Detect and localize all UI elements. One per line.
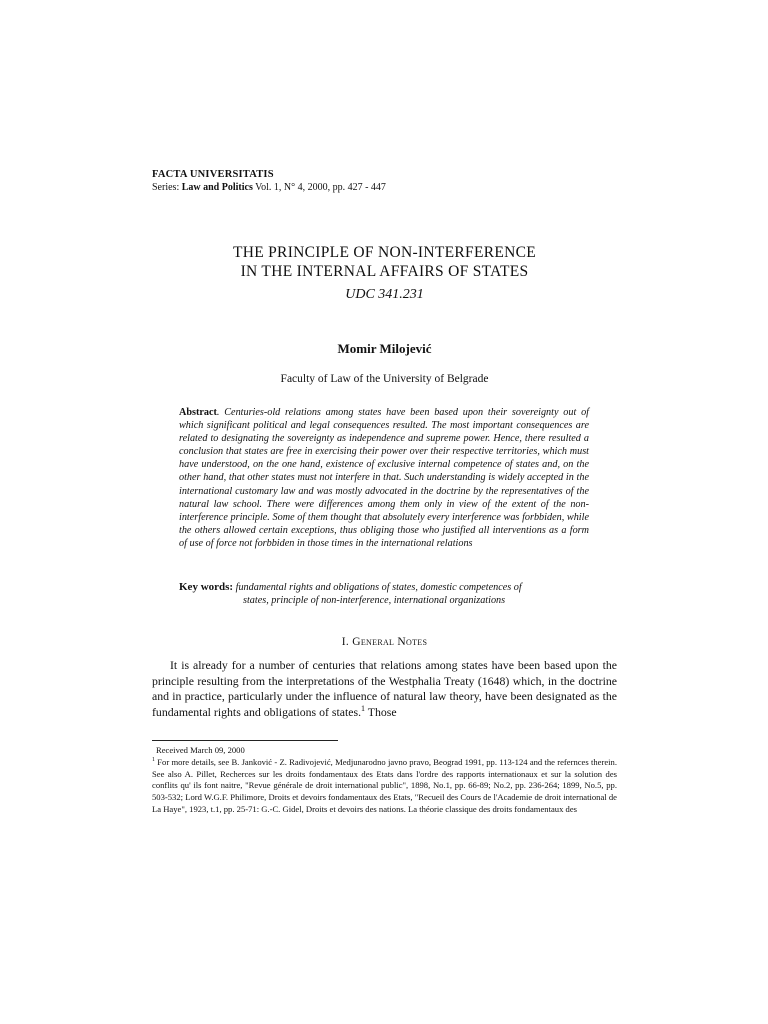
series-volume: Vol. 1, N° 4, 2000, pp. 427 - 447 xyxy=(252,182,386,193)
series-prefix: Series: xyxy=(152,182,182,193)
footnote-1-marker: 1 xyxy=(152,756,155,763)
abstract-text: . Centuries-old relations among states have been based upon their sovereignty out of which significant political and legal consequences resulted. The most important consequences are related to designating the sovereignty as independence and supreme power. Hence, there resulted a conclusion that states are free in exercising their power over their respective territories, which must have understood, on the one hand, existence of exclusive internal competence of states and, on the other hand, that other states must not interfere in that. Such understanding is widely accepted in the international customary law and was mostly advocated in the doctrine by the representatives of the natural law school. There were differences among them only in view of the extent of the non-interference principle. Some of them thought that absolutely every interference was forbbiden, while the others allowed certain exceptions, thus obliging those who justified all interventions as a form of use of force not forbbiden in those times in the international relations xyxy=(179,407,589,549)
keywords-label: Key words: xyxy=(179,581,234,593)
footnote-marker[interactable]: 1 xyxy=(361,703,366,713)
series-name: Law and Politics xyxy=(181,182,253,193)
journal-series xyxy=(152,181,622,194)
paragraph-text: It is already for a number of centuries that relations among states have been based upon the principle resulting from the interpretations of the Westphalia Treaty (1648) which, in the doctrine and in practice, particularly under the influence of natural law theory, have been designated as the fundamental rights and obligations of states. xyxy=(152,658,617,719)
footnote-1 xyxy=(152,757,617,814)
keywords-text-1: fundamental rights and obligations of states, domestic competences of xyxy=(233,582,522,593)
footnote-1-text: For more details, see B. Janković - Z. Radivojević, Medjunarodno javno pravo, Beograd 1991, pp. 113-124 and the refernces therein. See also A. Pillet, Recherces sur les droits fondamentaux des Etats dans l'ordre des rapports internationaux et sur la solution des conflits qu' ils font naitre, "Revue générale de droit international public", 1898, No.1, pp. 66-89; No.2, pp. 236-264; 1899, No.5, pp. 503-532; Lord W.G.F. Philimore, Droits et devoirs fondamentaux des Etats, "Recueil des Cours de l'Academie de droit international de La Haye", 1923, t.1, pp. 25-71: G.-C. Gidel, Droits et devoirs des nations. La théorie classique des droits fondamentaux des xyxy=(152,756,617,814)
keywords xyxy=(179,581,589,608)
received-date: Received March 09, 2000 xyxy=(156,745,245,755)
udc-code: UDC 341.231 xyxy=(345,287,424,302)
section-heading: I. General Notes xyxy=(341,636,428,648)
paragraph-tail: Those xyxy=(365,704,397,719)
abstract xyxy=(179,406,589,550)
author-name: Momir Milojević xyxy=(337,341,432,356)
article-title xyxy=(152,243,617,281)
journal-name: FACTA UNIVERSITATIS xyxy=(152,169,274,180)
abstract-label: Abstract xyxy=(179,407,217,418)
title-line-1: THE PRINCIPLE OF NON-INTERFERENCE xyxy=(232,244,537,261)
author-affiliation: Faculty of Law of the University of Belgrade xyxy=(280,373,489,385)
title-line-2: IN THE INTERNAL AFFAIRS OF STATES xyxy=(240,263,529,280)
keywords-line-1 xyxy=(179,581,589,594)
footnotes xyxy=(152,745,617,816)
journal-header xyxy=(152,168,622,194)
body-paragraph xyxy=(152,658,617,720)
keywords-text-2: states, principle of non-interference, international organizations xyxy=(243,595,506,607)
footnote-divider xyxy=(152,740,338,741)
